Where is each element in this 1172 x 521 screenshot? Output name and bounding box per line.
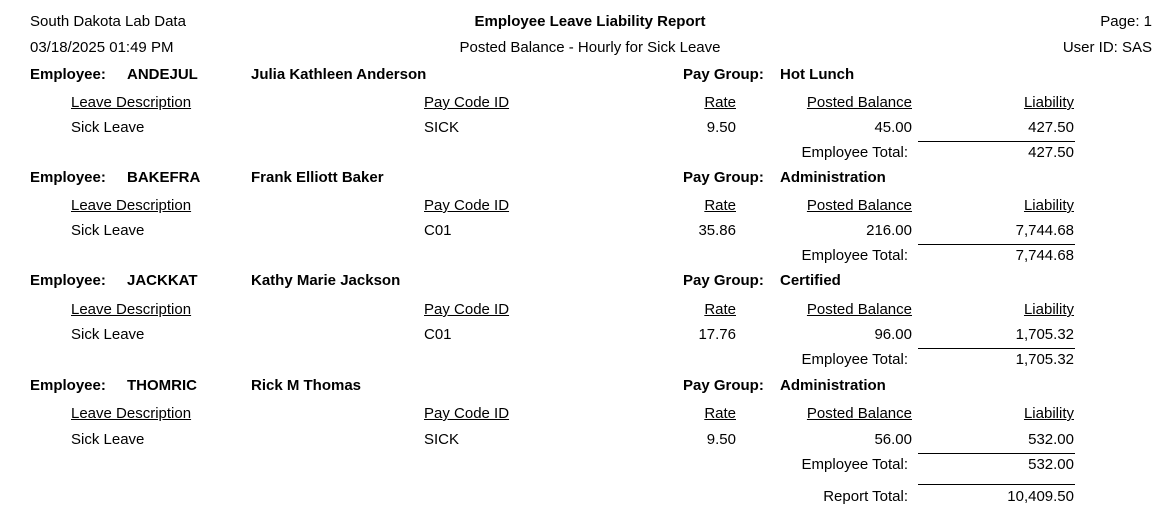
- leave-description: Sick Leave: [71, 119, 145, 136]
- col-leave-description: Leave Description: [71, 94, 192, 111]
- col-leave-description: Leave Description: [71, 301, 192, 318]
- pay-code-id: C01: [424, 326, 452, 343]
- posted-balance: 96.00: [874, 326, 912, 343]
- employee-name: Julia Kathleen Anderson: [251, 66, 427, 83]
- report-datetime: 03/18/2025 01:49 PM: [30, 39, 174, 56]
- pay-group-value: Certified: [780, 272, 841, 289]
- leave-description: Sick Leave: [71, 222, 145, 239]
- liability: 1,705.32: [1015, 326, 1074, 343]
- employee-total-label: Employee Total:: [801, 351, 908, 368]
- employee-total-label: Employee Total:: [801, 456, 908, 473]
- org-name: South Dakota Lab Data: [30, 13, 186, 30]
- pay-code-id: SICK: [424, 119, 460, 136]
- total-rule: [918, 453, 1075, 454]
- posted-balance: 56.00: [874, 431, 912, 448]
- page-number: Page: 1: [1100, 13, 1152, 30]
- employee-id: THOMRIC: [127, 377, 197, 394]
- employee-id: JACKKAT: [127, 272, 198, 289]
- col-rate: Rate: [704, 197, 736, 214]
- col-pay-code-id: Pay Code ID: [424, 197, 510, 214]
- leave-description: Sick Leave: [71, 431, 145, 448]
- total-rule: [918, 244, 1075, 245]
- col-posted-balance: Posted Balance: [806, 197, 912, 214]
- col-leave-description: Leave Description: [71, 197, 192, 214]
- col-liability: Liability: [1023, 405, 1074, 422]
- employee-label: Employee:: [30, 66, 106, 83]
- report-total-label: Report Total:: [823, 488, 908, 505]
- pay-code-id: C01: [424, 222, 452, 239]
- leave-description: Sick Leave: [71, 326, 145, 343]
- col-rate: Rate: [704, 94, 736, 111]
- pay-group-value: Administration: [780, 377, 886, 394]
- employee-total-label: Employee Total:: [801, 144, 908, 161]
- rate: 35.86: [698, 222, 736, 239]
- user-id: User ID: SAS: [1062, 39, 1152, 56]
- col-liability: Liability: [1023, 301, 1074, 318]
- total-rule: [918, 348, 1075, 349]
- col-liability: Liability: [1023, 94, 1074, 111]
- liability: 532.00: [1028, 431, 1074, 448]
- pay-group-label: Pay Group:: [683, 169, 764, 186]
- pay-group-label: Pay Group:: [683, 66, 764, 83]
- col-leave-description: Leave Description: [71, 405, 192, 422]
- liability: 427.50: [1028, 119, 1074, 136]
- col-liability: Liability: [1023, 197, 1074, 214]
- employee-label: Employee:: [30, 272, 106, 289]
- pay-group-value: Hot Lunch: [780, 66, 855, 83]
- report-title: Employee Leave Liability Report: [474, 13, 706, 30]
- employee-name: Kathy Marie Jackson: [251, 272, 401, 289]
- report-total-value: 10,409.50: [1007, 488, 1074, 505]
- employee-total-value: 1,705.32: [1015, 351, 1074, 368]
- col-rate: Rate: [704, 301, 736, 318]
- employee-label: Employee:: [30, 169, 106, 186]
- col-posted-balance: Posted Balance: [806, 94, 912, 111]
- col-rate: Rate: [704, 405, 736, 422]
- employee-id: BAKEFRA: [127, 169, 201, 186]
- pay-code-id: SICK: [424, 431, 460, 448]
- report-total-rule: [918, 484, 1075, 485]
- employee-label: Employee:: [30, 377, 106, 394]
- col-posted-balance: Posted Balance: [806, 301, 912, 318]
- col-pay-code-id: Pay Code ID: [424, 94, 510, 111]
- pay-group-label: Pay Group:: [683, 272, 764, 289]
- rate: 9.50: [706, 431, 736, 448]
- col-posted-balance: Posted Balance: [806, 405, 912, 422]
- total-rule: [918, 141, 1075, 142]
- employee-name: Frank Elliott Baker: [251, 169, 384, 186]
- col-pay-code-id: Pay Code ID: [424, 405, 510, 422]
- employee-total-value: 532.00: [1028, 456, 1074, 473]
- rate: 17.76: [698, 326, 736, 343]
- posted-balance: 45.00: [874, 119, 912, 136]
- employee-name: Rick M Thomas: [251, 377, 362, 394]
- liability: 7,744.68: [1015, 222, 1074, 239]
- employee-total-value: 427.50: [1028, 144, 1074, 161]
- report-subtitle: Posted Balance - Hourly for Sick Leave: [459, 39, 721, 56]
- employee-total-label: Employee Total:: [801, 247, 908, 264]
- col-pay-code-id: Pay Code ID: [424, 301, 510, 318]
- employee-id: ANDEJUL: [127, 66, 198, 83]
- employee-total-value: 7,744.68: [1015, 247, 1074, 264]
- pay-group-label: Pay Group:: [683, 377, 764, 394]
- rate: 9.50: [706, 119, 736, 136]
- posted-balance: 216.00: [866, 222, 912, 239]
- pay-group-value: Administration: [780, 169, 886, 186]
